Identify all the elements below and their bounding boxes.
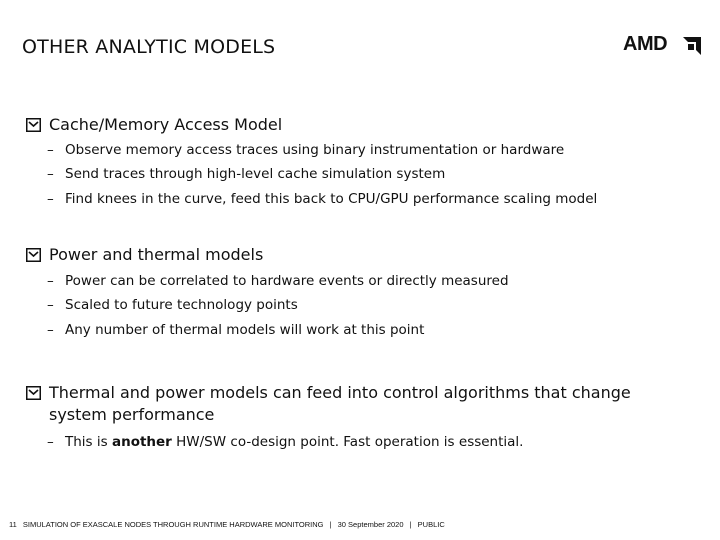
bullet-text: Cache/Memory Access Model xyxy=(49,115,283,134)
bullet-text-line-2: system performance xyxy=(49,405,215,424)
sub-bullet-emphasis: another xyxy=(111,434,172,450)
sub-bullet-text: Find knees in the curve, feed this back to CPU/GPU performance scaling model xyxy=(65,191,598,207)
sub-bullet-text: Observe memory access traces using binary instrumentation or hardware xyxy=(65,142,565,158)
footer-separator: | xyxy=(409,520,412,529)
amd-logo-text: AMD xyxy=(623,33,668,55)
checkbox-bullet-icon xyxy=(26,248,41,262)
sub-bullet xyxy=(47,272,687,290)
dash: – xyxy=(47,322,54,338)
footer-classification: PUBLIC xyxy=(417,520,445,529)
sub-bullet-text: Scaled to future technology points xyxy=(65,297,298,313)
bullet-text: Power and thermal models xyxy=(49,245,264,264)
sub-bullet-text: Power can be correlated to hardware events or directly measured xyxy=(65,273,509,289)
footer-separator: | xyxy=(329,520,332,529)
dash: – xyxy=(47,434,54,450)
sub-bullet xyxy=(47,433,687,451)
sub-bullet xyxy=(47,190,687,208)
dash: – xyxy=(47,273,54,289)
sub-bullet-text-pre: This is xyxy=(65,434,112,450)
bullet-power-thermal xyxy=(26,244,676,266)
checkbox-bullet-icon xyxy=(26,386,41,400)
sub-bullet xyxy=(47,165,687,183)
footer-title: SIMULATION OF EXASCALE NODES THROUGH RUNTIME HARDWARE MONITORING xyxy=(22,520,324,529)
sub-bullet-text: Send traces through high-level cache simulation system xyxy=(65,166,446,182)
footer-date: 30 September 2020 xyxy=(337,520,404,529)
sub-bullet xyxy=(47,296,687,314)
checkbox-bullet-icon xyxy=(26,118,41,132)
dash: – xyxy=(47,166,54,182)
bullet-control-algorithms xyxy=(26,382,676,426)
slide-footer xyxy=(9,520,449,529)
sub-bullet xyxy=(47,141,687,159)
bullet-cache-memory xyxy=(26,114,676,136)
amd-arrow-icon xyxy=(682,37,701,55)
amd-logo xyxy=(623,33,701,56)
bullet-text-line-1: Thermal and power models can feed into control algorithms that change xyxy=(49,383,631,402)
dash: – xyxy=(47,297,54,313)
sub-bullet-text: Any number of thermal models will work at this point xyxy=(65,322,425,338)
sub-bullet-text-post: HW/SW co-design point. Fast operation is essential. xyxy=(171,434,524,450)
sub-bullet xyxy=(47,321,687,339)
page-number: 11 xyxy=(9,520,17,529)
dash: – xyxy=(47,191,54,207)
slide-title: OTHER ANALYTIC MODELS xyxy=(22,36,276,58)
dash: – xyxy=(47,142,54,158)
